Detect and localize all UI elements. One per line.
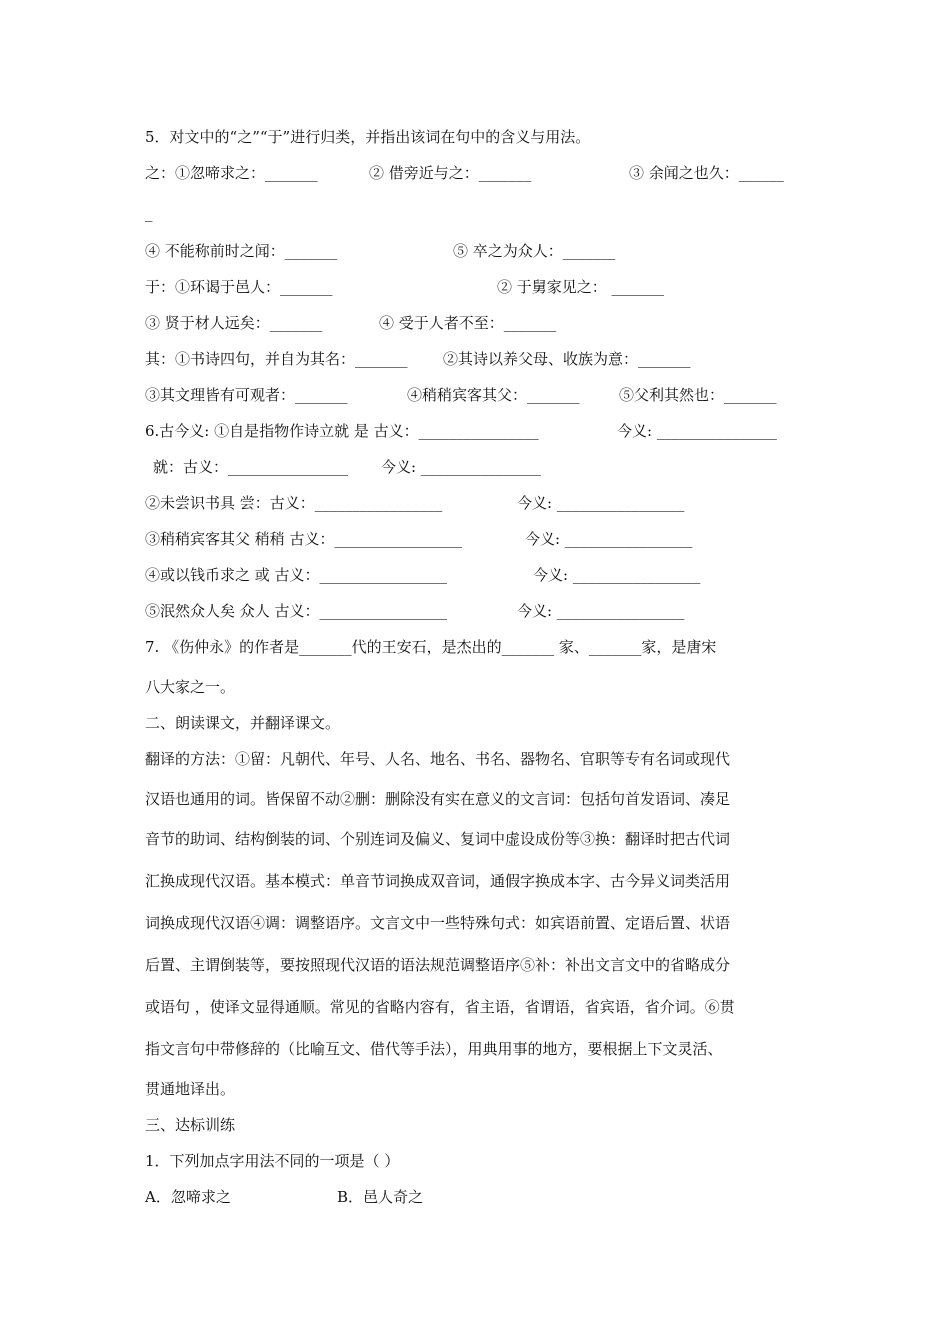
option-b: B．邑人奇之 (337, 1188, 424, 1206)
q5-qi-item-4: ④稍稍宾客其父：_______ (407, 386, 580, 404)
q5-qi-item-1: 其：①书诗四句，并自为其名：_______ (145, 350, 408, 368)
q5-qi-item-2: ②其诗以养父母、收族为意：_______ (443, 350, 691, 368)
q5-qi-item-5: ⑤父利其然也：_______ (619, 386, 777, 404)
q5-qi-item-3: ③其文理皆有可观者：_______ (145, 386, 348, 404)
q5-yu-item-2: ② 于舅家见之： _______ (497, 278, 665, 296)
q5-zhi-item-4: ④ 不能称前时之闻：_______ (145, 242, 338, 260)
q5-yu-item-4: ④ 受于人者不至：_______ (379, 314, 557, 332)
q5-zhi-item-5: ⑤ 卒之为众人：_______ (453, 242, 616, 260)
q5-zhi-item-3: ③ 余闻之也久：______ (629, 164, 784, 182)
q5-zhi-item-1: 之：①忽啼求之：_______ (145, 164, 318, 182)
document-page: 5．对文中的“之”“于”进行归类，并指出该词在句中的含义与用法。 之：①忽啼求之：_______ ② 借旁近与之：_______ ③ 余闻之也久：______ _ ④ 不能称前时之闻：_______ ⑤ 卒之为众人：_______ 于：①环谒于邑人：_______ ② 于舅家见之： _______ ③ 贤于材人远矣：_______ ④ 受于人者不至：_______ 其：①书诗四句，并自为其名：_______ ②其诗以养父母、收族为意：_______ ③其文理皆有可观者：_______ ④稍稍宾客其父：_______ ⑤父利其然也：_______ 6.古今义: ①自是指物作诗立就 是 古义：________________ 今义: ________________ 就：古义：________________ 今义: ________________ ②未尝识书具 尝：古义：_________________ 今义: _________________ ③稍稍宾客其父 稍稍 古义：_________________ 今义: _________________ ④或以钱币求之 或 古义：_________________ 今义: _________________ ⑤泯然众人矣 众人 古义：_________________ 今义: _________________ 7. 《伤仲永》的作者是_______代的王安石，是杰出的_______ 家、_______家，是唐宋 八大家之一。 二、朗读课文，并翻译课文。 翻译的方法：①留：凡朝代、年号、人名、地名、书名、器物名、官职等专有名词或现代 汉语也通用的词。皆保留不动②删：删除没有实在意义的文言词：包括句首发语词、凑足 音节的助词、结构倒装的词、个别连词及偏义、复词中虚设成份等③换：翻译时把古代词 汇换成现代汉语。基本模式：单音节词换成双音词，通假字换成本字、古今异义词类活用 词换成现代汉语④调：调整语序。文言文中一些特殊句式：如宾语前置、定语后置、状语 后置、主谓倒装等，要按照现代汉语的语法规范调整语序⑤补：补出文言文中的省略成分 或语句 ，使译文显得通顺。常见的省略内容有，省主语，省谓语，省宾语，省介词。⑥贯 指文言句中带修辞的（比喻互文、借代等手法），用典用事的地方，要根据上下文灵活、 贯通地译出。 三、达标训练 1．下列加点字用法不同的一项是（ ） A．忽啼求之 B．邑人奇之 (145, 128, 784, 1206)
q5-zhi-item-2: ② 借旁近与之：_______ (369, 164, 532, 182)
option-a: A．忽啼求之 (145, 1188, 231, 1206)
q5-yu-item-3: ③ 贤于材人远矣：_______ (145, 314, 323, 332)
q5-yu-item-1: 于：①环谒于邑人：_______ (145, 278, 333, 296)
